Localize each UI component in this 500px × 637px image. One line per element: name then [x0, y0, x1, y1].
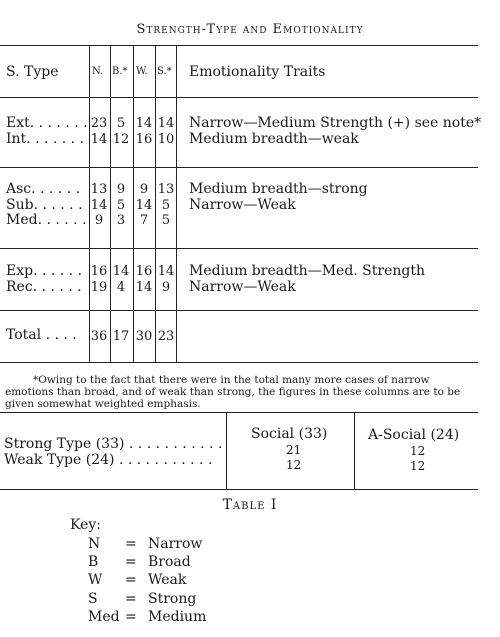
trait-asc: Medium breadth—strong	[189, 181, 368, 197]
row-type-med: Med. . . . . .	[6, 212, 87, 228]
key-eq-n: =	[125, 536, 137, 552]
table2-bottom-rule	[0, 489, 478, 490]
table-caption: Table I	[222, 497, 278, 513]
key-abbr-b: B	[88, 554, 99, 570]
cell-asc-s: 13	[157, 182, 175, 197]
key-eq-med: =	[125, 609, 137, 625]
cell-med-s: 5	[161, 213, 171, 228]
cell-asc-b: 9	[116, 182, 126, 197]
cell-total-n: 36	[90, 329, 108, 344]
trait-exp: Medium breadth—Med. Strength	[189, 263, 425, 279]
cell-rec-s: 9	[161, 280, 171, 295]
key-heading: Key:	[70, 517, 101, 533]
cell-weak-social: 12	[286, 458, 302, 472]
cell-total-s: 23	[157, 329, 175, 344]
cell-asc-n: 13	[90, 182, 108, 197]
key-meaning-s: Strong	[148, 591, 197, 607]
cell-sub-s: 5	[161, 198, 171, 213]
key-meaning-med: Medium	[148, 609, 207, 625]
trait-ext: Narrow—Medium Strength (+) see note*	[189, 115, 482, 131]
column-divider-5	[176, 46, 177, 362]
cell-ext-w: 14	[135, 116, 153, 131]
column-divider-3	[133, 46, 134, 362]
cell-int-n: 14	[90, 132, 108, 147]
row-strong-type: Strong Type (33) . . . . . . . . . . .	[4, 436, 223, 452]
key-meaning-b: Broad	[148, 554, 191, 570]
key-abbr-s: S	[88, 591, 98, 607]
group-rule-2	[0, 248, 478, 249]
group-rule-1	[0, 167, 478, 168]
cell-sub-n: 14	[90, 198, 108, 213]
row-type-total: Total . . . .	[6, 327, 77, 343]
row-type-int: Int. . . . . . .	[6, 131, 85, 147]
cell-med-n: 9	[94, 213, 104, 228]
header-strong: S.*	[157, 66, 172, 77]
cell-med-w: 7	[139, 213, 149, 228]
cell-asc-w: 9	[139, 182, 149, 197]
header-social: Social (33)	[251, 426, 328, 442]
cell-int-w: 16	[135, 132, 153, 147]
cell-exp-s: 14	[157, 264, 175, 279]
table2-divider-2	[354, 413, 355, 489]
column-divider-2	[110, 46, 111, 362]
group-rule-3	[0, 310, 478, 311]
header-stype: S. Type	[6, 64, 59, 80]
cell-total-w: 30	[135, 329, 153, 344]
header-rule	[0, 97, 478, 98]
header-traits: Emotionality Traits	[189, 64, 326, 80]
table2-top-rule	[0, 412, 478, 413]
column-divider-4	[155, 46, 156, 362]
cell-ext-b: 5	[116, 116, 126, 131]
cell-total-b: 17	[112, 329, 130, 344]
key-meaning-n: Narrow	[148, 536, 203, 552]
key-abbr-med: Med	[88, 609, 120, 625]
cell-med-b: 3	[116, 213, 126, 228]
footnote: *Owing to the fact that there were in the total many more cases of narrow emotions than broad, and of weak than strong, the figures in these columns are to be given somewhat weighted emphasis.	[5, 374, 461, 410]
cell-exp-b: 14	[112, 264, 130, 279]
cell-strong-asocial: 12	[410, 444, 426, 458]
trait-int: Medium breadth—weak	[189, 131, 359, 147]
key-eq-b: =	[125, 554, 137, 570]
cell-rec-w: 14	[135, 280, 153, 295]
cell-weak-asocial: 12	[410, 459, 426, 473]
cell-int-s: 10	[157, 132, 175, 147]
cell-ext-n: 23	[90, 116, 108, 131]
table-top-rule	[0, 45, 478, 46]
row-type-asc: Asc. . . . . .	[6, 181, 81, 197]
cell-strong-social: 21	[286, 443, 302, 457]
cell-ext-s: 14	[157, 116, 175, 131]
row-type-exp: Exp. . . . . .	[6, 263, 83, 279]
key-abbr-w: W	[88, 572, 103, 588]
header-weak: W.	[136, 66, 148, 77]
cell-sub-w: 14	[135, 198, 153, 213]
cell-exp-w: 16	[135, 264, 153, 279]
table-title: Strength-Type and Emotionality	[136, 22, 364, 37]
table-bottom-rule	[0, 362, 478, 363]
header-narrow: N.	[92, 66, 104, 77]
trait-rec: Narrow—Weak	[189, 279, 296, 295]
cell-exp-n: 16	[90, 264, 108, 279]
key-meaning-w: Weak	[148, 572, 187, 588]
key-eq-s: =	[125, 591, 137, 607]
row-type-rec: Rec. . . . . .	[6, 279, 82, 295]
header-broad: B.*	[112, 66, 128, 77]
cell-rec-b: 4	[116, 280, 126, 295]
row-weak-type: Weak Type (24) . . . . . . . . . . .	[4, 452, 213, 468]
table2-divider-1	[226, 413, 227, 489]
key-abbr-n: N	[88, 536, 101, 552]
cell-rec-n: 19	[90, 280, 108, 295]
row-type-sub: Sub. . . . . .	[6, 197, 83, 213]
header-asocial: A-Social (24)	[368, 427, 460, 443]
trait-sub: Narrow—Weak	[189, 197, 296, 213]
row-type-ext: Ext. . . . . . .	[6, 115, 88, 131]
cell-int-b: 12	[112, 132, 130, 147]
key-eq-w: =	[125, 572, 137, 588]
cell-sub-b: 5	[116, 198, 126, 213]
